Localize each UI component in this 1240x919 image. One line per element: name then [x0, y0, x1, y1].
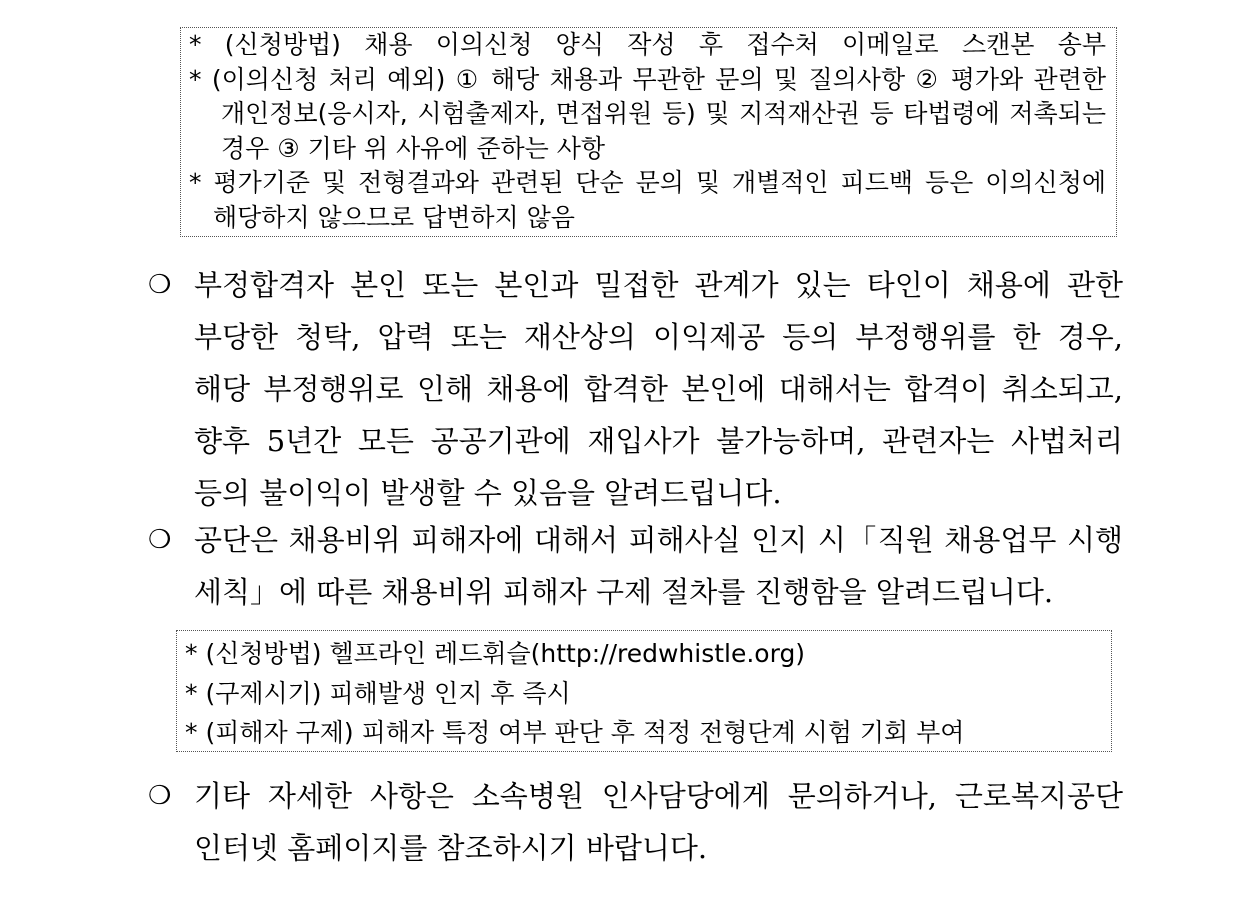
- bullet-circle: ❍: [148, 270, 172, 300]
- contact-paragraph: [148, 770, 1123, 874]
- paragraph-line: 부당한 청탁, 압력 또는 재산상의 이익제공 등의 부정행위를 한 경우,: [194, 320, 1123, 354]
- note-line: 개인정보(응시자, 시험출제자, 면접위원 등) 및 지적재산권 등 타법령에 저촉되는: [221, 99, 1106, 128]
- note-line: * (신청방법) 채용 이의신청 양식 작성 후 접수처 이메일로 스캔본 송부: [189, 30, 1106, 59]
- note-line: 해당하지 않으므로 답변하지 않음: [213, 202, 575, 232]
- bullet-circle: ❍: [148, 525, 172, 555]
- exception-notes-box: [180, 27, 1117, 237]
- paragraph-line: 공단은 채용비위 피해자에 대해서 피해사실 인지 시「직원 채용업무 시행: [194, 523, 1123, 557]
- paragraph-line: 해당 부정행위로 인해 채용에 합격한 본인에 대해서는 합격이 취소되고,: [194, 372, 1123, 406]
- paragraph-line: 인터넷 홈페이지를 참조하시기 바랍니다.: [194, 831, 708, 865]
- note-line: * (이의신청 처리 예외) ① 해당 채용과 무관한 문의 및 질의사항 ② 평가와 관련한: [189, 64, 1106, 94]
- paragraph-line: 등의 불이익이 발생할 수 있음을 알려드립니다.: [194, 476, 782, 510]
- fraud-notice-paragraph: [148, 259, 1123, 519]
- victim-relief-paragraph: [148, 514, 1123, 618]
- note-line: 경우 ③ 기타 위 사유에 준하는 사항: [221, 133, 606, 163]
- paragraph-line: 향후 5년간 모든 공공기관에 재입사가 불가능하며, 관련자는 사법처리: [194, 424, 1123, 458]
- note-line: * 평가기준 및 전형결과와 관련된 단순 문의 및 개별적인 피드백 등은 이의신청에: [189, 168, 1106, 197]
- bullet-circle: ❍: [148, 781, 172, 811]
- paragraph-line: 세칙」에 따른 채용비위 피해자 구제 절차를 진행함을 알려드립니다.: [194, 575, 1054, 609]
- note-line: * (신청방법) 헬프라인 레드휘슬(http://redwhistle.org): [185, 639, 806, 668]
- paragraph-line: 부정합격자 본인 또는 본인과 밀접한 관계가 있는 타인이 채용에 관한: [194, 268, 1123, 302]
- paragraph-line: 기타 자세한 사항은 소속병원 인사담당에게 문의하거나, 근로복지공단: [194, 779, 1123, 813]
- relief-notes-box: [176, 630, 1112, 752]
- note-line: * (구제시기) 피해발생 인지 후 즉시: [185, 678, 571, 708]
- note-line: * (피해자 구제) 피해자 특정 여부 판단 후 적정 전형단계 시험 기회 부여: [185, 718, 965, 747]
